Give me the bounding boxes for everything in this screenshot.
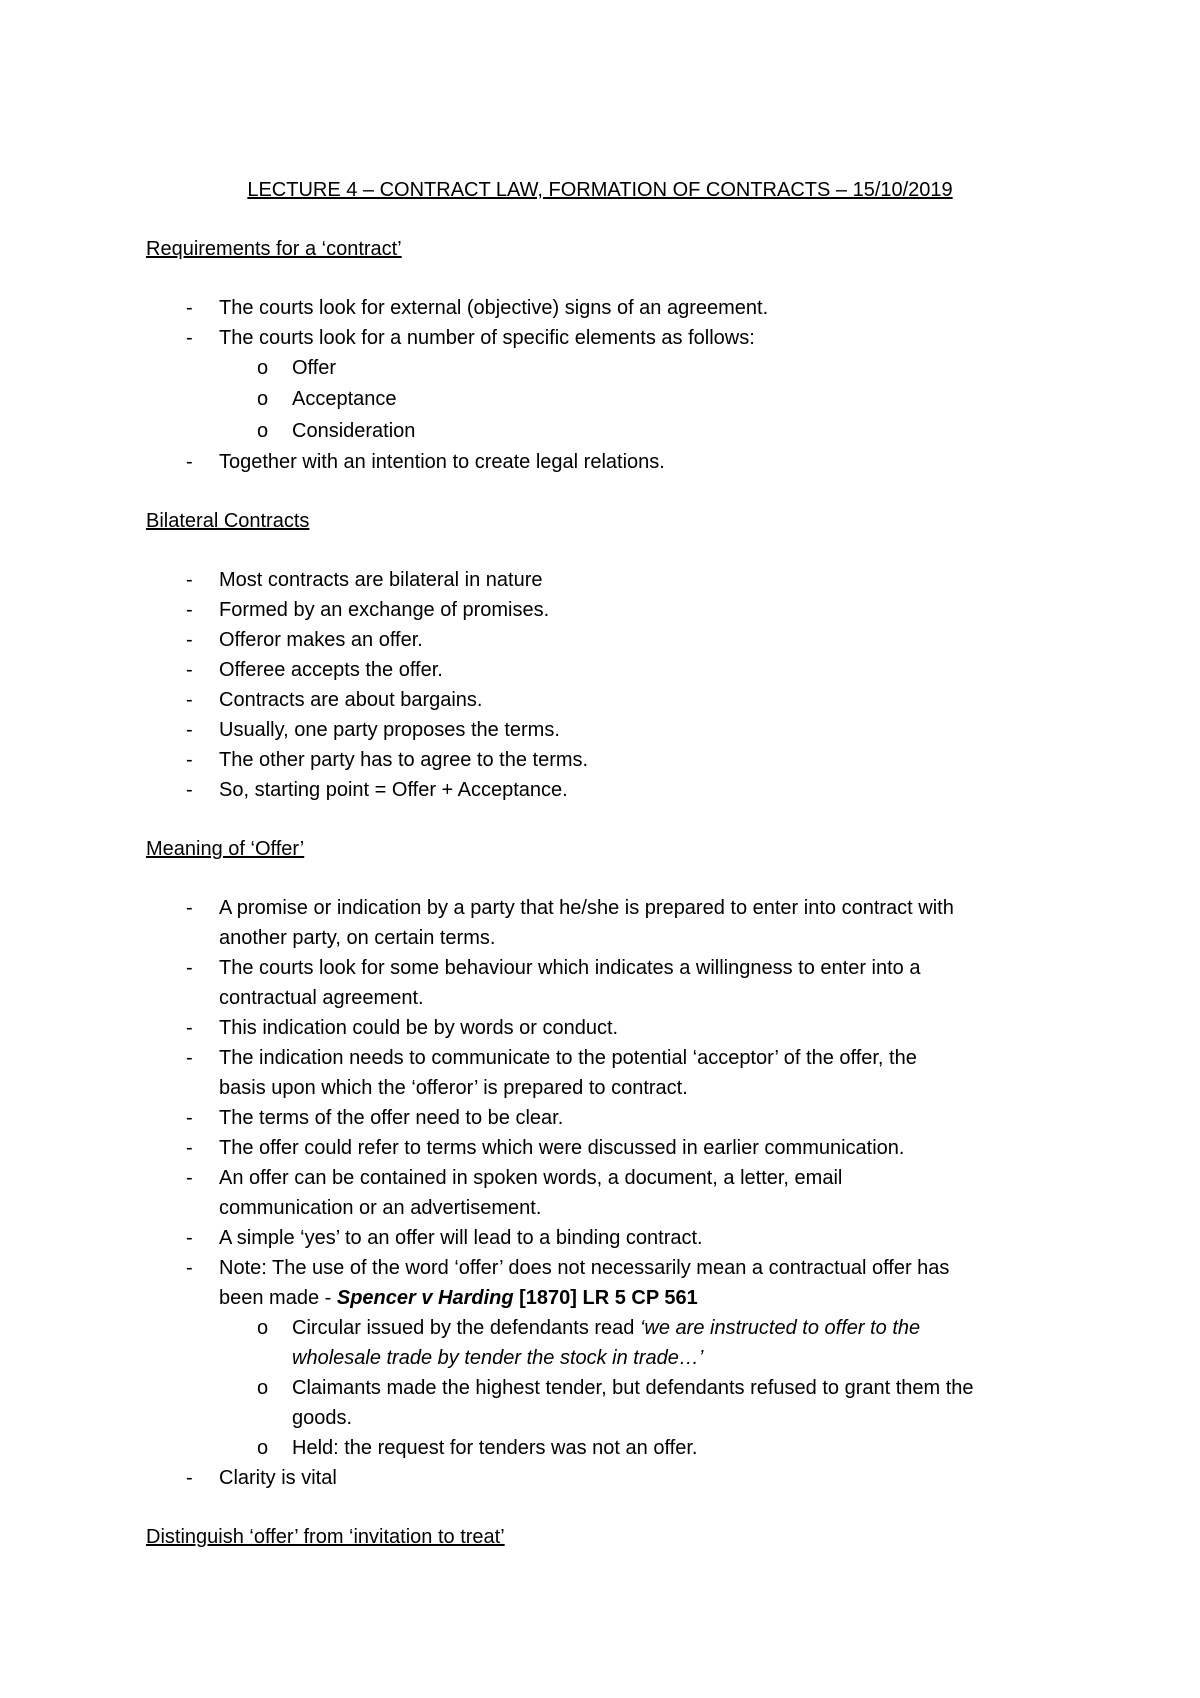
- sub-list-item: [292, 1315, 920, 1341]
- list-item: Together with an intention to create legal relations.: [219, 451, 665, 473]
- dash-bullet: -: [186, 1227, 193, 1249]
- list-item: The terms of the offer need to be clear.: [219, 1107, 564, 1129]
- list-item: The courts look for external (objective) signs of an agreement.: [219, 297, 769, 319]
- list-item: An offer can be contained in spoken words, a document, a letter, email: [219, 1167, 843, 1189]
- sub-item-text: Circular issued by the defendants read: [292, 1317, 640, 1339]
- dash-bullet: -: [186, 1167, 193, 1189]
- circle-bullet: o: [257, 1317, 269, 1339]
- dash-bullet: -: [186, 1467, 193, 1489]
- circular-quote-continuation: wholesale trade by tender the stock in trade…’: [292, 1347, 704, 1369]
- list-item: Usually, one party proposes the terms.: [219, 719, 560, 741]
- dash-bullet: -: [186, 779, 193, 801]
- list-item-continuation: communication or an advertisement.: [219, 1197, 542, 1219]
- dash-bullet: -: [186, 659, 193, 681]
- case-reference-line: [219, 1285, 698, 1311]
- sub-list-item-continuation: goods.: [292, 1407, 353, 1429]
- dash-bullet: -: [186, 327, 193, 349]
- dash-bullet: -: [186, 1107, 193, 1129]
- dash-bullet: -: [186, 569, 193, 591]
- dash-bullet: -: [186, 1137, 193, 1159]
- sub-list-item: Consideration: [292, 420, 416, 442]
- section-heading-offer: Meaning of ‘Offer’: [146, 838, 305, 860]
- list-item: The courts look for a number of specific elements as follows:: [219, 327, 755, 349]
- list-item: The courts look for some behaviour which indicates a willingness to enter into a: [219, 957, 921, 979]
- list-item: The indication needs to communicate to the potential ‘acceptor’ of the offer, the: [219, 1047, 917, 1069]
- circle-bullet: o: [257, 1437, 269, 1459]
- list-item: The other party has to agree to the terms.: [219, 749, 589, 771]
- circle-bullet: o: [257, 420, 269, 442]
- list-item: Clarity is vital: [219, 1467, 337, 1489]
- dash-bullet: -: [186, 629, 193, 651]
- sub-list-item: Held: the request for tenders was not an offer.: [292, 1437, 698, 1459]
- dash-bullet: -: [186, 297, 193, 319]
- list-item: Formed by an exchange of promises.: [219, 599, 550, 621]
- circle-bullet: o: [257, 357, 269, 379]
- dash-bullet: -: [186, 897, 193, 919]
- circle-bullet: o: [257, 1377, 269, 1399]
- list-item-continuation: another party, on certain terms.: [219, 927, 496, 949]
- list-item: Contracts are about bargains.: [219, 689, 483, 711]
- dash-bullet: -: [186, 599, 193, 621]
- sub-list-item: Acceptance: [292, 388, 397, 410]
- case-name: Spencer v Harding: [336, 1287, 514, 1309]
- list-item: So, starting point = Offer + Acceptance.: [219, 779, 568, 801]
- dash-bullet: -: [186, 1257, 193, 1279]
- list-item: This indication could be by words or conduct.: [219, 1017, 619, 1039]
- dash-bullet: -: [186, 719, 193, 741]
- section-heading-requirements: Requirements for a ‘contract’: [146, 238, 402, 260]
- list-item: Offeree accepts the offer.: [219, 659, 443, 681]
- dash-bullet: -: [186, 957, 193, 979]
- case-citation: [1870] LR 5 CP 561: [513, 1287, 698, 1309]
- list-item: Most contracts are bilateral in nature: [219, 569, 543, 591]
- sub-list-item: Offer: [292, 357, 337, 379]
- sub-list-item: Claimants made the highest tender, but defendants refused to grant them the: [292, 1377, 974, 1399]
- list-item: Offeror makes an offer.: [219, 629, 423, 651]
- page-title: LECTURE 4 – CONTRACT LAW, FORMATION OF CONTRACTS – 15/10/2019: [247, 179, 953, 201]
- section-heading-bilateral: Bilateral Contracts: [146, 510, 310, 532]
- list-item: A promise or indication by a party that he/she is prepared to enter into contract with: [219, 897, 954, 919]
- list-item-continuation: contractual agreement.: [219, 987, 424, 1009]
- list-item: The offer could refer to terms which were discussed in earlier communication.: [219, 1137, 905, 1159]
- list-item: A simple ‘yes’ to an offer will lead to a binding contract.: [219, 1227, 703, 1249]
- dash-bullet: -: [186, 749, 193, 771]
- list-item-continuation: basis upon which the ‘offeror’ is prepared to contract.: [219, 1077, 688, 1099]
- dash-bullet: -: [186, 1017, 193, 1039]
- circular-quote: ‘we are instructed to offer to the: [639, 1317, 921, 1339]
- list-item: Note: The use of the word ‘offer’ does not necessarily mean a contractual offer has: [219, 1257, 950, 1279]
- case-prefix: been made -: [219, 1287, 337, 1309]
- dash-bullet: -: [186, 451, 193, 473]
- circle-bullet: o: [257, 388, 269, 410]
- dash-bullet: -: [186, 689, 193, 711]
- dash-bullet: -: [186, 1047, 193, 1069]
- section-heading-invitation-to-treat: Distinguish ‘offer’ from ‘invitation to treat’: [146, 1526, 505, 1548]
